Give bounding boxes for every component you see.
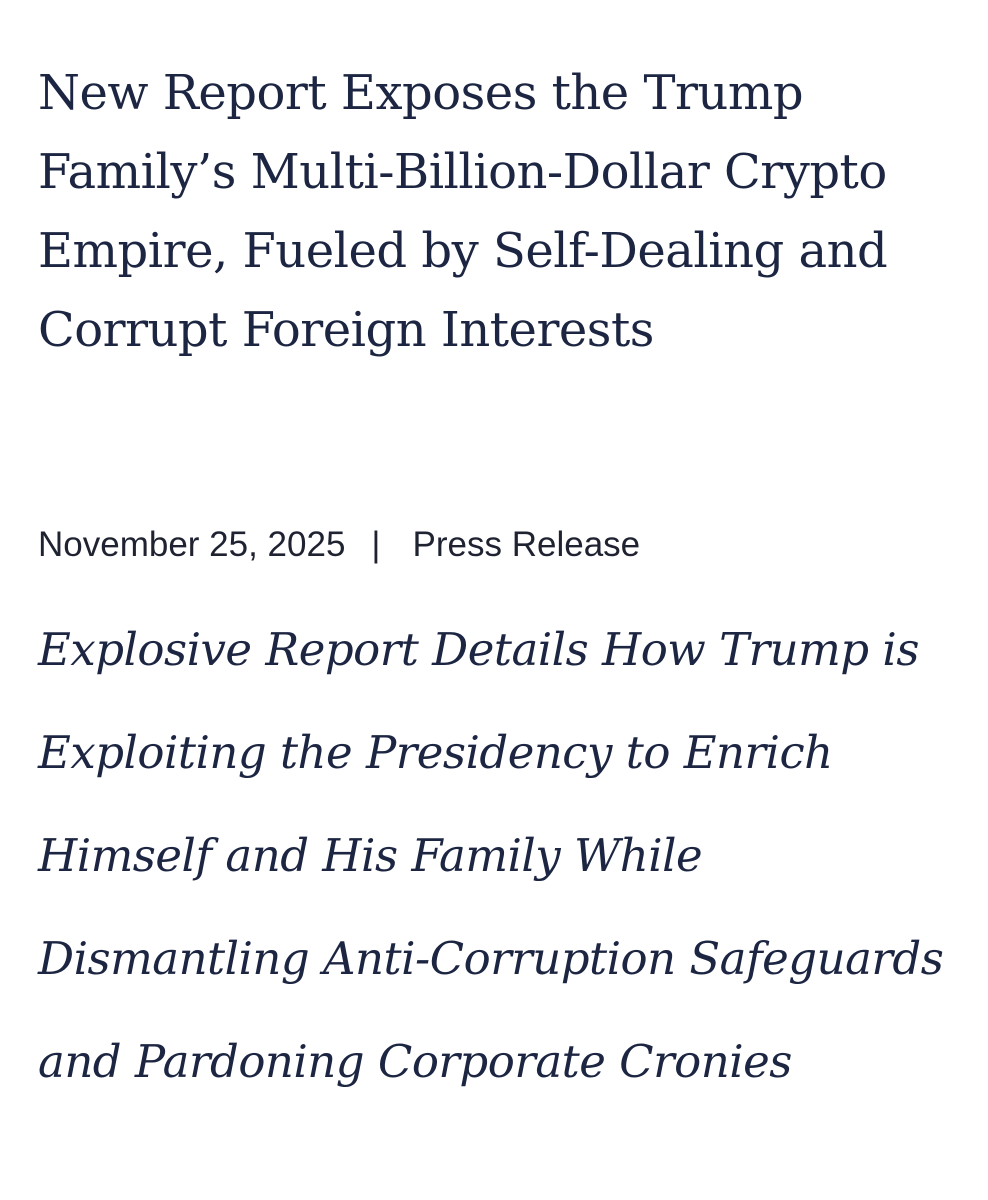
article-meta: [38, 522, 640, 568]
category-link[interactable]: Press Release: [412, 525, 641, 564]
article-title: New Report Exposes the Trump Family’s Multi-Billion-Dollar Crypto Empire, Fueled by Self-Dealing and Corrupt Foreign Interests: [38, 65, 888, 358]
publish-date: November 25, 2025: [38, 525, 346, 564]
article-subtitle: Explosive Report Details How Trump is Exploiting the Presidency to Enrich Himself and His Family While Dismantling Anti-Corruption Safeguards and Pardoning Corporate Cronies: [38, 623, 944, 1088]
meta-separator: |: [371, 525, 381, 564]
